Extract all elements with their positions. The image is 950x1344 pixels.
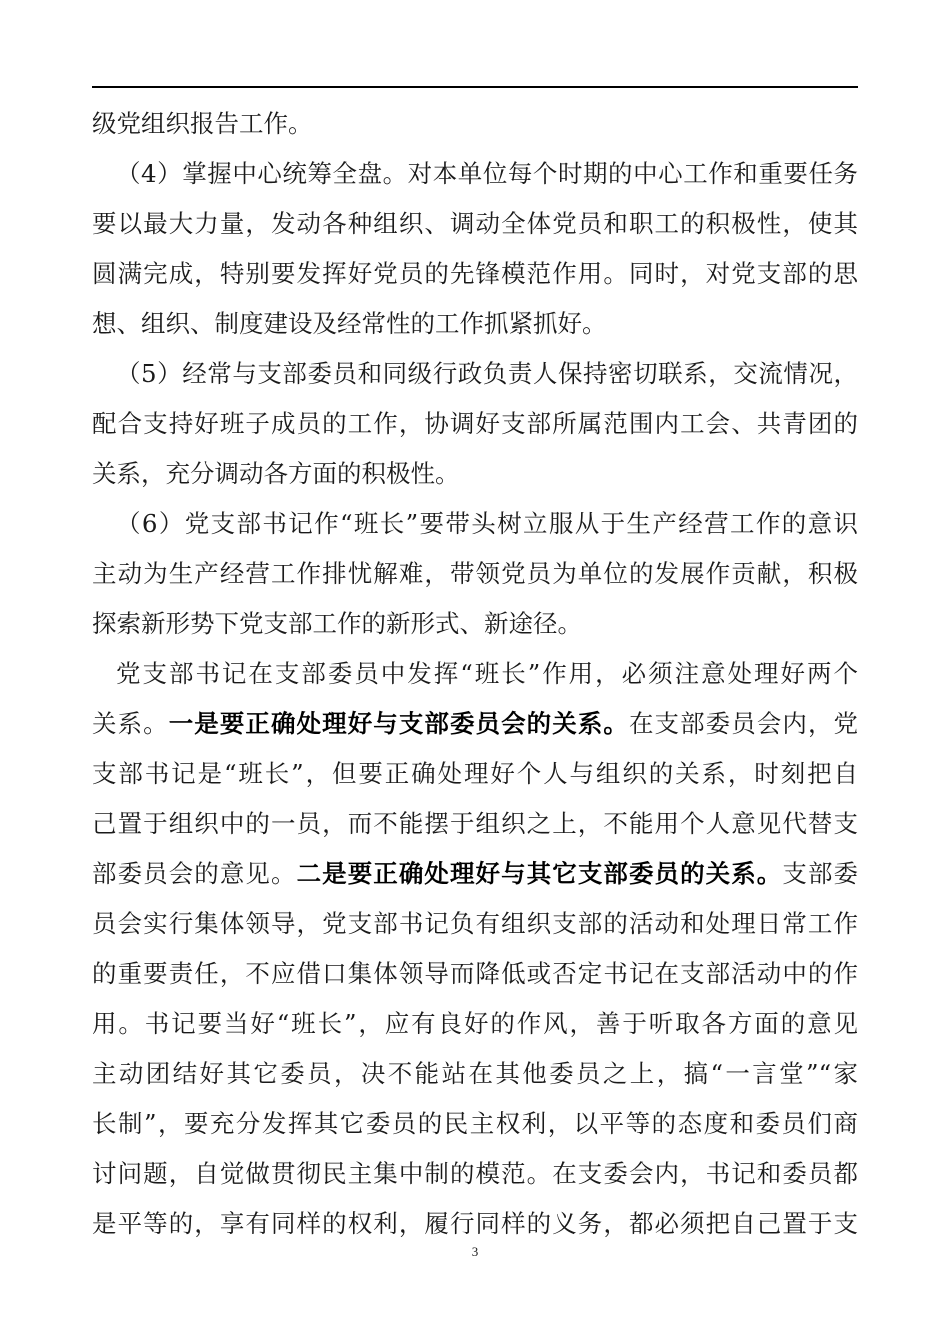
body-text: 员会实行集体领导，党支部书记负有组织支部的活动和处理日常工作 [92, 909, 858, 938]
text-line [92, 254, 858, 294]
body-text: 关系，充分调动各方面的积极性。 [92, 459, 460, 488]
text-line [92, 1054, 858, 1094]
text-line [92, 554, 858, 594]
body-text: 主动为生产经营工作排忧解难，带领党员为单位的发展作贡献，积极 [92, 559, 858, 588]
text-line [92, 854, 858, 894]
body-text: 主动团结好其它委员，决不能站在其他委员之上，搞“一言堂”“家 [92, 1059, 858, 1088]
body-text: 要以最大力量，发动各种组织、调动全体党员和职工的积极性，使其 [92, 209, 858, 238]
body-text: 想、组织、制度建设及经常性的工作抓紧抓好。 [92, 309, 607, 338]
body-text: 长制”，要充分发挥其它委员的民主权利，以平等的态度和委员们商 [92, 1109, 858, 1138]
body-text: 在支部委员会内，党 [628, 709, 858, 738]
text-line [92, 1154, 858, 1194]
text-line [92, 454, 858, 494]
text-line [116, 354, 858, 394]
text-line [92, 304, 858, 344]
header-rule [92, 86, 858, 88]
text-line [92, 1104, 858, 1144]
text-line [92, 704, 858, 744]
body-text: 的重要责任，不应借口集体领导而降低或否定书记在支部活动中的作 [92, 959, 858, 988]
bold-heading-text: 二是要正确处理好与其它支部委员的关系。 [296, 859, 783, 888]
text-line [116, 154, 858, 194]
body-text: 探索新形势下党支部工作的新形式、新途径。 [92, 609, 582, 638]
bold-heading-text: 一是要正确处理好与支部委员会的关系。 [168, 709, 629, 738]
body-text: 级党组织报告工作。 [92, 109, 313, 138]
body-text: 是平等的，享有同样的权利，履行同样的义务，都必须把自己置于支 [92, 1209, 858, 1238]
body-text: 支部委 [782, 859, 858, 888]
body-text: （4）掌握中心统筹全盘。对本单位每个时期的中心工作和重要任务 [116, 159, 858, 188]
body-text: 部委员会的意见。 [92, 859, 297, 888]
body-text: （6）党支部书记作“班长”要带头树立服从于生产经营工作的意识 [116, 509, 858, 538]
body-text: 用。书记要当好“班长”，应有良好的作风，善于听取各方面的意见 [92, 1009, 858, 1038]
text-line [92, 804, 858, 844]
text-line [116, 504, 858, 544]
body-text: 己置于组织中的一员，而不能摆于组织之上，不能用个人意见代替支 [92, 809, 858, 838]
body-text: 关系。 [92, 709, 169, 738]
body-text: 配合支持好班子成员的工作，协调好支部所属范围内工会、共青团的 [92, 409, 858, 438]
body-text: 党支部书记在支部委员中发挥“班长”作用，必须注意处理好两个 [116, 659, 858, 688]
text-line [92, 104, 858, 144]
text-line [92, 204, 858, 244]
body-text: 讨问题，自觉做贯彻民主集中制的模范。在支委会内，书记和委员都 [92, 1159, 858, 1188]
text-line [92, 604, 858, 644]
text-line [116, 654, 858, 694]
page-number: 3 [471, 1244, 479, 1259]
body-text: （5）经常与支部委员和同级行政负责人保持密切联系，交流情况， [116, 359, 858, 388]
body-text: 圆满完成，特别要发挥好党员的先锋模范作用。同时，对党支部的思 [92, 259, 858, 288]
text-line [92, 1004, 858, 1044]
text-line [92, 754, 858, 794]
body-text: 支部书记是“班长”，但要正确处理好个人与组织的关系，时刻把自 [92, 759, 858, 788]
text-line [92, 954, 858, 994]
text-line [92, 404, 858, 444]
text-line [92, 1204, 858, 1244]
text-line [92, 904, 858, 944]
